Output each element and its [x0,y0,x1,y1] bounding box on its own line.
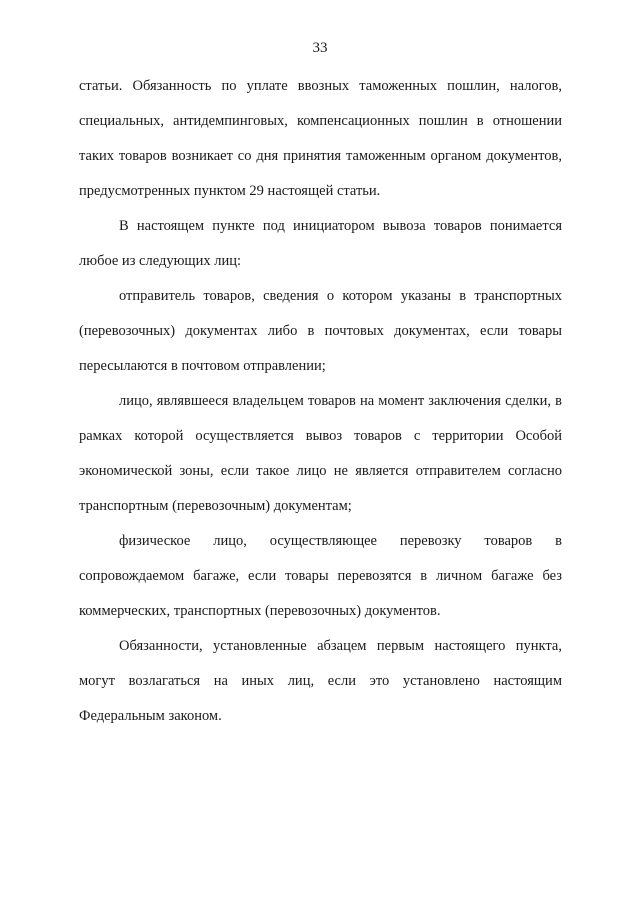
paragraph-owner: лицо, являвшееся владельцем товаров на момент заключения сделки, в рамках которой осуществляется вывоз товаров с территории Особой экономической зоны, если такое лицо не является отправителем согласно транспортным (перевозочным) документам; [79,393,562,514]
document-body [79,69,562,734]
paragraph-continuation: статьи. Обязанность по уплате ввозных таможенных пошлин, налогов, специальных, антидемпинговых, компенсационных пошлин в отношении таких товаров возникает со дня принятия таможенным органом документов, предусмотренных пунктом 29 настоящей статьи. [79,78,562,199]
page-number: 33 [312,40,328,56]
paragraph-obligations: Обязанности, установленные абзацем первым настоящего пункта, могут возлагаться на иных лиц, если это установлено настоящим Федеральным законом. [79,638,562,724]
paragraph-exporter-definition: В настоящем пункте под инициатором вывоза товаров понимается любое из следующих лиц: [79,218,562,269]
paragraph-individual: физическое лицо, осуществляющее перевозку товаров в сопровождаемом багаже, если товары перевозятся в личном багаже без коммерческих, транспортных (перевозочных) документов. [79,533,562,619]
paragraph-sender: отправитель товаров, сведения о котором указаны в транспортных (перевозочных) документах либо в почтовых документах, если товары пересылаются в почтовом отправлении; [79,288,562,374]
